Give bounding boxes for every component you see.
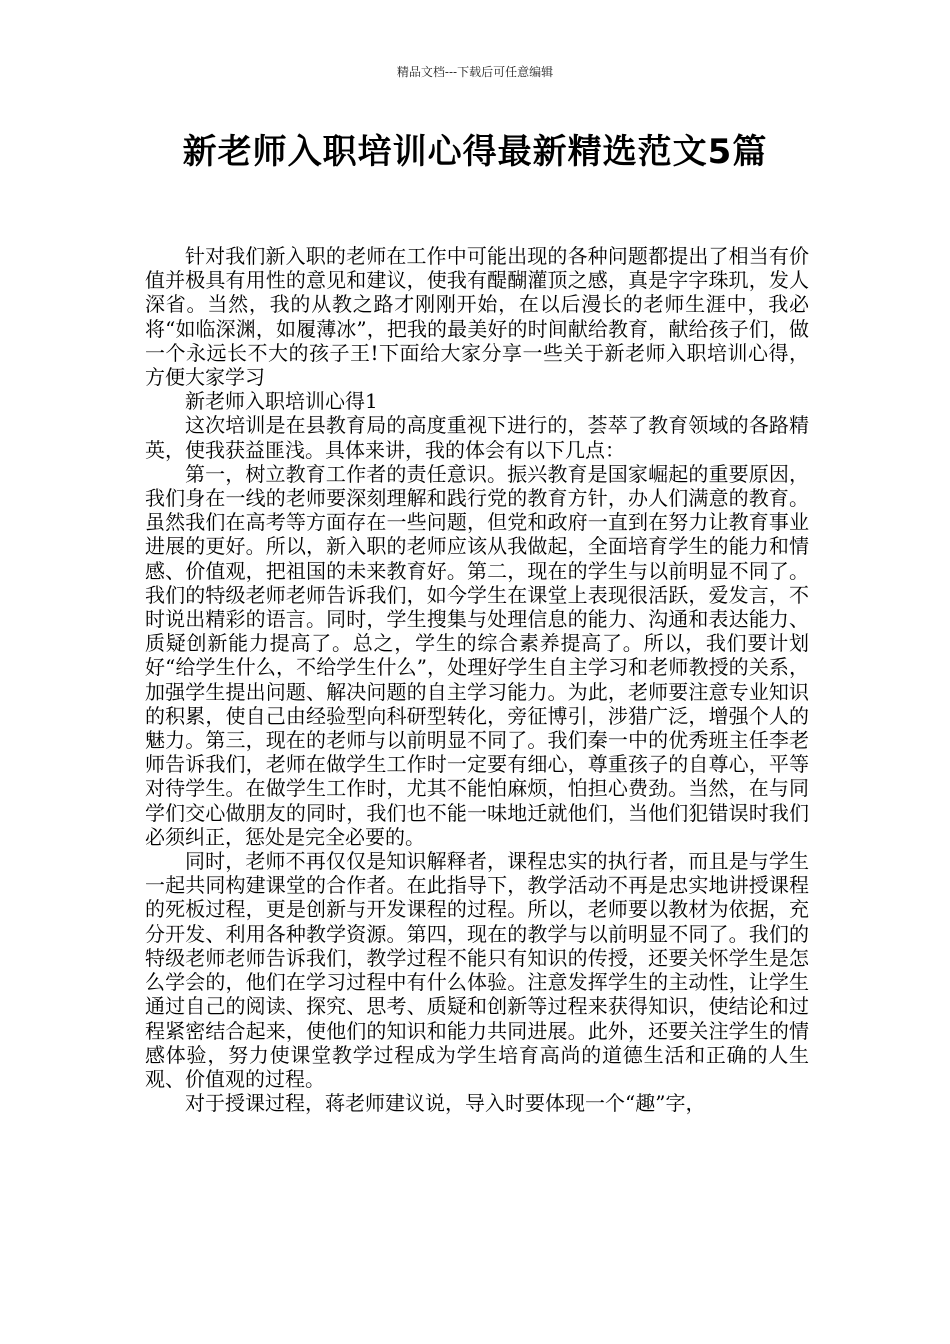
document-body [145, 244, 809, 1115]
body-paragraph-3: 同时，老师不再仅仅是知识解释者，课程忠实的执行者，而且是与学生一起共同构建课堂的合作者。在此指导下，教学活动不再是忠实地讲授课程的死板过程，更是创新与开发课程的过程。所以，老师要以教材为依据，充分开发、利用各种教学资源。第四，现在的教学与以前明显不同了。我们的特级老师老师告诉我们，教学过程不能只有知识的传授，还要关怀学生是怎么学会的，他们在学习过程中有什么体验。注意发挥学生的主动性，让学生通过自己的阅读、探究、思考、质疑和创新等过程来获得知识，使结论和过程紧密结合起来，使他们的知识和能力共同进展。此外，还要关注学生的情感体验，努力使课堂教学过程成为学生培育高尚的道德生活和正确的人生观、价值观的过程。 [145, 849, 809, 1091]
section-heading: 新老师入职培训心得1 [185, 389, 378, 414]
document-title: 新老师入职培训心得最新精选范文5篇 [182, 132, 768, 172]
body-paragraph-2: 第一，树立教育工作者的责任意识。振兴教育是国家崛起的重要原因，我们身在一线的老师要深刻理解和践行党的教育方针，办人们满意的教育。虽然我们在高考等方面存在一些问题，但党和政府一直到在努力让教育事业进展的更好。所以，新入职的老师应该从我做起，全面培育学生的能力和情感、价值观，把祖国的未来教育好。第二，现在的学生与以前明显不同了。我们的特级老师老师告诉我们，如今学生在课堂上表现很活跃，爱发言，不时说出精彩的语言。同时，学生搜集与处理信息的能力、沟通和表达能力、质疑创新能力提高了。总之，学生的综合素养提高了。所以，我们要计划好“给学生什么，不给学生什么”，处理好学生自主学习和老师教授的关系，加强学生提出问题、解决问题的自主学习能力。为此，老师要注意专业知识的积累，使自己由经验型向科研型转化，旁征博引，涉猎广泛，增强个人的魅力。第三，现在的老师与以前明显不同了。我们秦一中的优秀班主任李老师告诉我们，老师在做学生工作时一定要有细心，尊重孩子的自尊心，平等对待学生。在做学生工作时，尤其不能怕麻烦，怕担心费劲。当然，在与同学们交心做朋友的同时，我们也不能一味地迁就他们，当他们犯错误时我们必须纠正，惩处是完全必要的。 [145, 461, 809, 849]
body-paragraph-1: 这次培训是在县教育局的高度重视下进行的，荟萃了教育领域的各路精英，使我获益匪浅。具体来讲，我的体会有以下几点： [145, 413, 809, 462]
intro-paragraph: 针对我们新入职的老师在工作中可能出现的各种问题都提出了相当有价值并极具有用性的意见和建议，使我有醍醐灌顶之感，真是字字珠玑，发人深省。当然，我的从教之路才刚刚开始，在以后漫长的老师生涯中，我必将“如临深渊，如履薄冰”，把我的最美好的时间献给教育，献给孩子们，做一个永远长不大的孩子王!下面给大家分享一些关于新老师入职培训心得，方便大家学习 [145, 244, 809, 390]
header-note: 精品文档---下载后可任意编辑 [396, 65, 554, 79]
body-paragraph-4: 对于授课过程，蒋老师建议说，导入时要体现一个“趣”字， [185, 1091, 706, 1116]
